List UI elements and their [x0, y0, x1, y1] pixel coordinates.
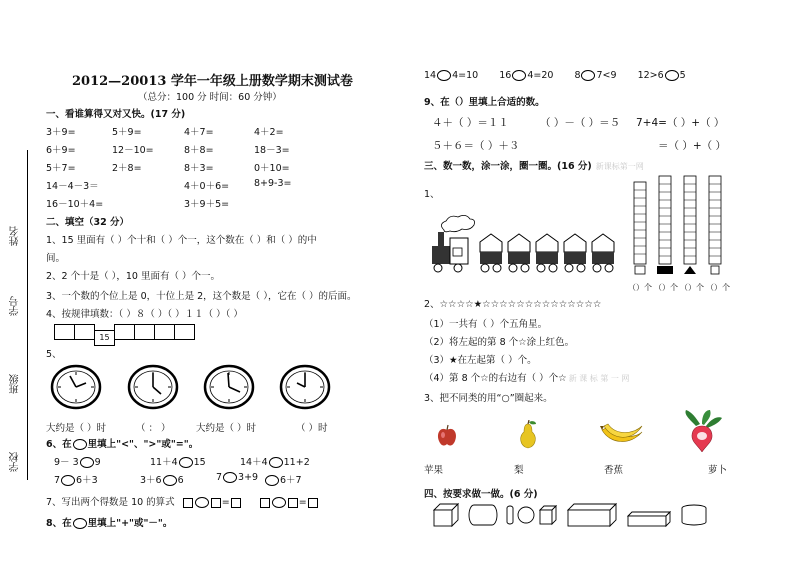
section1-heading: 一、看谁算得又对又快。(17 分)	[46, 109, 186, 120]
stars-q4	[424, 370, 629, 384]
q7-line: 7、写出两个得数是 10 的算式 = =	[46, 494, 319, 508]
radish-icon	[680, 408, 724, 452]
clock-label-3: 大约是（ ）时	[196, 423, 257, 434]
calc-item: 2＋8=	[112, 163, 142, 174]
q6-expr: 6＋3	[76, 475, 98, 486]
calc-item: 4＋7=	[184, 127, 214, 138]
calc-item: 14－4－3＝	[46, 181, 99, 192]
stars-line: 2、☆☆☆☆★☆☆☆☆☆☆☆☆☆☆☆☆☆☆	[424, 299, 602, 310]
q9-r1-a: ４＋（ ）＝１１	[432, 117, 509, 129]
sequence-box[interactable]	[114, 324, 135, 340]
q6-row2	[54, 472, 98, 486]
compare-circle[interactable]	[73, 439, 87, 450]
section2-heading: 二、填空（32 分）	[46, 217, 130, 228]
q6-expr: 9－ 3	[54, 457, 79, 468]
answer-square[interactable]	[211, 498, 221, 508]
clock-icon-2	[127, 364, 179, 410]
top-compare-line	[424, 70, 686, 81]
section3-title: 三、数一数，涂一涂，圈一圈。(16 分)	[424, 161, 592, 172]
banana-icon	[600, 420, 644, 448]
page-title: 2012—20013 学年一年级上册数学期末测试卷	[72, 74, 353, 89]
q6-row1b	[150, 454, 206, 468]
q9-r1-b: （ ）－（ ）＝５	[540, 117, 621, 129]
binding-line	[27, 150, 28, 480]
side-label-id: 学号	[10, 296, 21, 316]
train-icon	[428, 212, 624, 274]
q6-expr: 11＋4	[150, 457, 178, 468]
q6-expr: 3+9	[238, 472, 259, 483]
side-label-class: 班级	[10, 374, 21, 394]
tally-label-3: （）个	[680, 283, 704, 292]
s3-q1-label: 1、	[424, 189, 440, 200]
calc-item: 8＋3=	[184, 163, 214, 174]
calc-item: 4＋0＋6=	[184, 181, 230, 192]
tally-columns-icon	[628, 172, 732, 276]
q8-line	[46, 515, 172, 529]
q6-expr: 14＋4	[240, 457, 268, 468]
compare-circle[interactable]	[265, 475, 279, 486]
sequence-box[interactable]	[54, 324, 75, 340]
q9-r2-a: ５＋６＝（ ）＋３	[432, 140, 520, 152]
clock-icon-1	[50, 364, 102, 410]
q6-row2d	[264, 472, 302, 486]
solid-shapes-icon	[432, 502, 732, 528]
calc-item: 18－3=	[254, 145, 290, 156]
top-expr: 14	[424, 70, 437, 81]
q5-label: 5、	[46, 349, 62, 360]
calc-item: 8＋8=	[184, 145, 214, 156]
q6-prefix: 6、在	[46, 439, 72, 450]
q6-row1c	[240, 454, 310, 468]
section3-heading	[424, 158, 644, 172]
q6-expr: 6＋7	[280, 475, 302, 486]
calc-item: 0＋10=	[254, 163, 290, 174]
clock-icon-3	[203, 364, 255, 410]
top-expr: 7<9	[596, 70, 617, 81]
q6-tail: 里填上"<"、">"或"="。	[87, 439, 199, 450]
q9-r1-c: 7+4=（ ）+（ ）	[636, 117, 725, 129]
answer-square[interactable]	[308, 498, 318, 508]
op-circle[interactable]	[272, 497, 286, 508]
sequence-box[interactable]	[154, 324, 175, 340]
op-circle[interactable]	[512, 70, 526, 81]
q1-line-a: 1、15 里面有（ ）个十和（ ）个一，这个数在（ ）和（ ）的中	[46, 235, 317, 246]
answer-square[interactable]	[183, 498, 193, 508]
q1-line-b: 间。	[46, 253, 66, 264]
q2-line: 2、2 个十是（ ），10 里面有（ ）个一。	[46, 271, 221, 282]
q6-expr: 15	[193, 457, 206, 468]
calc-item: 5＋9=	[112, 127, 142, 138]
compare-circle[interactable]	[223, 472, 237, 483]
top-expr: 4=20	[527, 70, 554, 81]
top-expr: 16	[499, 70, 512, 81]
op-circle[interactable]	[437, 70, 451, 81]
q7-text: 7、写出两个得数是 10 的算式	[46, 497, 175, 508]
calc-item: 12－10=	[112, 145, 154, 156]
s3-q3-line: 3、把不同类的用“○”圈起来。	[424, 393, 553, 404]
answer-square[interactable]	[231, 498, 241, 508]
q3-line: 3、一个数的个位上是 0，十位上是 2，这个数是（ ），它在（ ）的后面。	[46, 291, 357, 302]
clock-label-4: （ ）时	[296, 423, 328, 434]
train-car-group	[480, 234, 614, 272]
clock-label-1: 大约是（ ）时	[46, 423, 107, 434]
page-subtitle: （总分：100 分 时间：60 分钟）	[138, 92, 282, 103]
calc-item: 8+9-3=	[254, 178, 292, 189]
fruit-label-banana: 香蕉	[604, 465, 624, 476]
answer-square[interactable]	[288, 498, 298, 508]
sequence-box[interactable]	[134, 324, 155, 340]
q8-tail: 里填上"+"或"－"。	[87, 518, 173, 529]
q6-row1	[54, 454, 101, 468]
fruit-label-apple: 苹果	[424, 465, 444, 476]
q6-expr: 9	[94, 457, 101, 468]
fruit-label-radish: 萝卜	[708, 465, 728, 476]
watermark-2: 新 课 标 第 一 网	[568, 374, 630, 383]
calc-item: 4＋2=	[254, 127, 284, 138]
compare-circle[interactable]	[179, 457, 193, 468]
q6-expr: 7	[54, 475, 61, 486]
q6-line	[46, 436, 198, 450]
clock-icon-4	[279, 364, 331, 410]
q9-r2-c: ＝（ ）+（ ）	[658, 140, 726, 152]
top-expr: 5	[679, 70, 686, 81]
op-circle[interactable]	[195, 497, 209, 508]
side-label-name: 姓名	[10, 226, 21, 246]
calc-item: 16－10＋4=	[46, 199, 104, 210]
top-expr: 12>6	[637, 70, 664, 81]
tally-label-4: （）个	[706, 283, 730, 292]
top-expr: 8	[574, 70, 581, 81]
q8-prefix: 8、在	[46, 518, 72, 529]
q6-row2b	[140, 472, 184, 486]
compare-circle[interactable]	[61, 475, 75, 486]
compare-circle[interactable]	[163, 475, 177, 486]
q6-expr: 3＋6	[140, 475, 162, 486]
compare-circle[interactable]	[80, 457, 94, 468]
q4-boxes	[54, 324, 194, 346]
sequence-box[interactable]	[74, 324, 95, 340]
calc-item: 3＋9＋5=	[184, 199, 230, 210]
compare-circle[interactable]	[269, 457, 283, 468]
stars-q4-text: （4）第 8 个☆的右边有（ ）个☆	[424, 373, 567, 384]
sequence-box[interactable]: 15	[94, 330, 115, 346]
stars-q2: （2）将左起的第 8 个☆涂上红色。	[424, 337, 575, 348]
q6-expr: 7	[216, 472, 223, 483]
q6-expr: 6	[177, 475, 184, 486]
section4-heading: 四、按要求做一做。(6 分)	[424, 489, 538, 500]
op-circle[interactable]	[73, 518, 87, 529]
tally-label-1: （）个	[628, 283, 652, 292]
fruit-label-pear: 梨	[514, 465, 524, 476]
clock-label-2: （ ： ）	[136, 423, 171, 434]
tally-label-2: （）个	[654, 283, 678, 292]
q6-row2c	[216, 472, 258, 483]
side-label-school: 学校	[10, 452, 21, 472]
calc-item: 6＋9=	[46, 145, 76, 156]
calc-item: 5＋7=	[46, 163, 76, 174]
q4-line: 4、按规律填数：（ ）８（ ）（ ）１１（ ）（ ）	[46, 309, 243, 320]
pear-icon	[516, 420, 540, 450]
q9-heading: 9、在（）里填上合适的数。	[424, 97, 545, 108]
calc-item: 3＋9=	[46, 127, 76, 138]
apple-icon	[436, 424, 458, 448]
op-circle[interactable]	[665, 70, 679, 81]
stars-q3: （3）★在左起第（ ）个。	[424, 355, 537, 366]
q6-expr: 11+2	[283, 457, 310, 468]
watermark-1: 新课标第一网	[595, 162, 644, 171]
stars-q1: （1）一共有（ ）个五角星。	[424, 319, 548, 330]
sequence-box[interactable]	[174, 324, 195, 340]
answer-square[interactable]	[260, 498, 270, 508]
op-circle[interactable]	[581, 70, 595, 81]
top-expr: 4=10	[452, 70, 479, 81]
